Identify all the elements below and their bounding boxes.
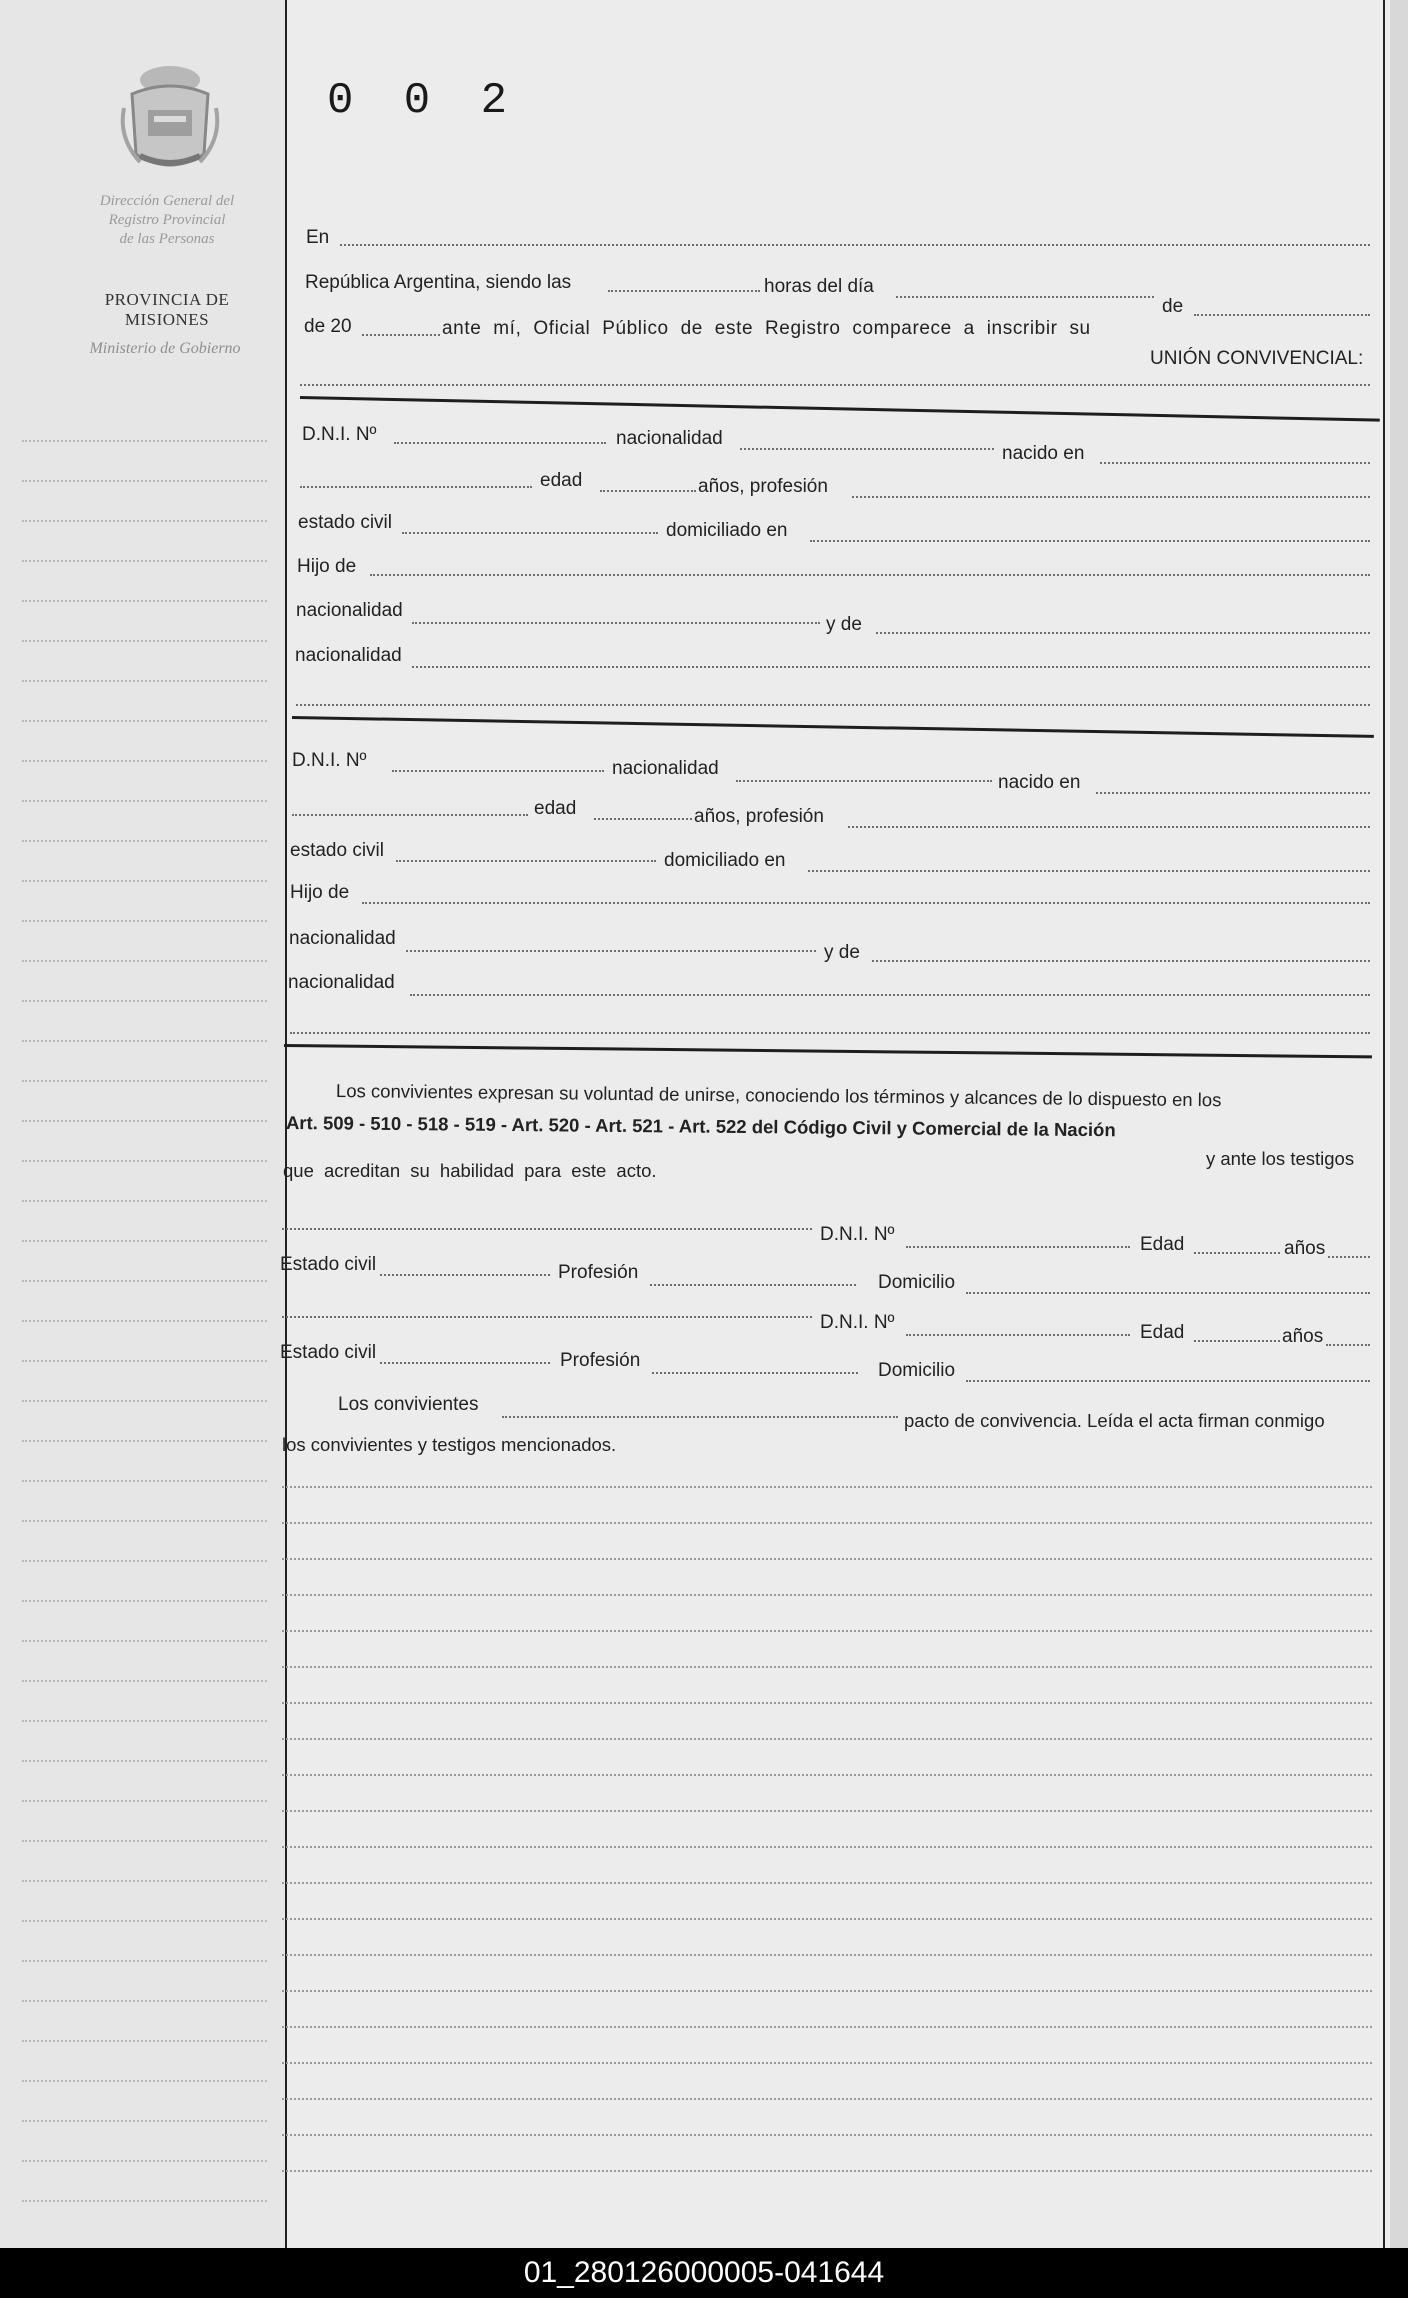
notes-ruled-line[interactable] (282, 1594, 1372, 1596)
label-dni-2: D.N.I. Nº (292, 750, 367, 771)
notes-ruled-line[interactable] (282, 1486, 1372, 1488)
provincial-emblem-icon (118, 58, 222, 182)
label-nacionalidad-2: nacionalidad (612, 758, 719, 779)
label-edad-1: edad (540, 470, 583, 491)
registry-office-name (62, 192, 272, 249)
label-hijo-de-2: Hijo de (290, 882, 350, 903)
label-nacionalidad-padre-1: nacionalidad (296, 600, 403, 621)
margin-ruled-line (22, 1320, 267, 1322)
label-union-convivencial: UNIÓN CONVIVENCIAL: (1150, 348, 1364, 369)
margin-ruled-line (22, 1960, 267, 1962)
label-republica: República Argentina, siendo las (305, 272, 572, 293)
fill-witness-1-domicilio[interactable] (966, 1292, 1370, 1294)
margin-ruled-line (22, 1920, 267, 1922)
office-line: Registro Provincial (108, 212, 226, 228)
label-y-de-2: y de (824, 942, 860, 963)
label-witness-1-dni: D.N.I. Nº (820, 1224, 895, 1245)
notes-ruled-line[interactable] (282, 2062, 1372, 2064)
section-rule (292, 716, 1374, 738)
label-estado-civil-1: estado civil (298, 512, 392, 533)
margin-ruled-line (22, 560, 267, 562)
margin-ruled-line (22, 480, 267, 482)
label-witness-2-estado-civil: Estado civil (280, 1342, 377, 1363)
declaration-line-3: que acreditan su habilidad para este acto. (283, 1160, 657, 1181)
margin-ruled-line (22, 680, 267, 682)
label-witness-2-edad: Edad (1140, 1322, 1185, 1343)
margin-ruled-line (22, 2160, 267, 2162)
margin-ruled-line (22, 1400, 267, 1402)
fill-profesion-1[interactable] (852, 496, 1370, 498)
margin-ruled-line (22, 1080, 267, 1082)
closing-pacto: pacto de convivencia. Leída el acta firman conmigo (904, 1410, 1325, 1431)
fill-nacionalidad-madre-1[interactable] (412, 666, 1370, 668)
notes-ruled-line[interactable] (282, 1630, 1372, 1632)
margin-ruled-line (22, 760, 267, 762)
notes-ruled-line[interactable] (282, 1774, 1372, 1776)
fill-place[interactable] (340, 244, 1370, 246)
label-nacionalidad-1: nacionalidad (616, 428, 723, 449)
fill-extra-1[interactable] (296, 704, 1370, 706)
fill-witness-1-name[interactable] (282, 1228, 812, 1230)
fill-year[interactable] (362, 334, 440, 336)
fill-birthplace-1[interactable] (300, 486, 532, 488)
fill-edad-2[interactable] (594, 818, 692, 820)
label-witness-2-profesion: Profesión (560, 1350, 641, 1371)
margin-ruled-line (22, 600, 267, 602)
notes-ruled-line[interactable] (282, 1666, 1372, 1668)
right-border-line (1383, 0, 1385, 2248)
margin-ruled-line (22, 1440, 267, 1442)
notes-ruled-line[interactable] (282, 2026, 1372, 2028)
fill-domicilio-2[interactable] (808, 870, 1370, 872)
declaration-tail: y ante los testigos (1206, 1148, 1355, 1169)
notes-ruled-line[interactable] (282, 1738, 1372, 1740)
margin-ruled-line (22, 1520, 267, 1522)
fill-witness-2-profesion[interactable] (652, 1372, 858, 1374)
label-domiciliado-en-1: domiciliado en (666, 520, 788, 541)
notes-ruled-line[interactable] (282, 1882, 1372, 1884)
margin-ruled-line (22, 720, 267, 722)
notes-ruled-line[interactable] (282, 2098, 1372, 2100)
left-margin-column (0, 0, 285, 2248)
notes-ruled-line[interactable] (282, 1954, 1372, 1956)
label-domiciliado-en-2: domiciliado en (664, 850, 786, 871)
fill-hour[interactable] (608, 290, 760, 292)
margin-ruled-line (22, 1880, 267, 1882)
margin-ruled-line (22, 880, 267, 882)
ministry-name: Ministerio de Gobierno (89, 340, 241, 357)
fill-estado-civil-1[interactable] (402, 532, 658, 534)
label-horas-del-dia: horas del día (764, 276, 874, 297)
notes-ruled-line[interactable] (282, 1918, 1372, 1920)
fill-witness-2-name[interactable] (282, 1316, 812, 1318)
margin-ruled-line (22, 1840, 267, 1842)
notes-ruled-line[interactable] (282, 1702, 1372, 1704)
margin-ruled-line (22, 960, 267, 962)
margin-ruled-line (22, 1640, 267, 1642)
margin-ruled-line (22, 640, 267, 642)
margin-ruled-line (22, 2000, 267, 2002)
fill-nacionalidad-madre-2[interactable] (410, 994, 1370, 996)
margin-ruled-line (22, 2040, 267, 2042)
label-nacionalidad-madre-2: nacionalidad (288, 972, 395, 993)
fill-hijo-de-2[interactable] (362, 902, 1370, 904)
label-witness-1-profesion: Profesión (558, 1262, 639, 1283)
margin-ruled-line (22, 1800, 267, 1802)
margin-ruled-line (22, 1040, 267, 1042)
fill-pacto[interactable] (502, 1416, 898, 1418)
label-ante-mi: ante mí, Oficial Público de este Registro comparece a inscribir su (442, 318, 1091, 339)
label-witness-1-anos: años (1284, 1238, 1326, 1259)
notes-ruled-line[interactable] (282, 2134, 1372, 2136)
label-hijo-de-1: Hijo de (297, 556, 357, 577)
margin-ruled-line (22, 2080, 267, 2082)
fill-estado-civil-2[interactable] (396, 860, 656, 862)
margin-ruled-line (22, 2200, 267, 2202)
label-edad-2: edad (534, 798, 577, 819)
margin-ruled-line (22, 1000, 267, 1002)
closing-los-convivientes: Los convivientes (338, 1394, 479, 1415)
margin-ruled-line (22, 840, 267, 842)
fill-dni-1[interactable] (394, 442, 606, 444)
label-en: En (306, 227, 330, 248)
label-witness-1-estado-civil: Estado civil (280, 1254, 377, 1275)
fill-birthplace-2[interactable] (292, 814, 528, 816)
margin-ruled-line (22, 2120, 267, 2122)
fill-witness-2-estado-civil[interactable] (380, 1362, 550, 1364)
fill-witness-1-estado-civil[interactable] (380, 1274, 550, 1276)
label-witness-1-edad: Edad (1140, 1234, 1185, 1255)
margin-ruled-line (22, 1480, 267, 1482)
fill-witness-1-anos[interactable] (1328, 1256, 1370, 1258)
label-witness-2-dni: D.N.I. Nº (820, 1312, 895, 1333)
fill-nacionalidad-1[interactable] (740, 448, 994, 450)
notes-ruled-line[interactable] (282, 1990, 1372, 1992)
margin-ruled-line (22, 1160, 267, 1162)
province-line: MISIONES (124, 310, 210, 329)
label-y-de-1: y de (826, 614, 862, 635)
label-witness-2-anos: años (1282, 1326, 1324, 1347)
notes-ruled-line[interactable] (282, 1558, 1372, 1560)
office-line: de las Personas (119, 231, 215, 247)
fill-intro-extra[interactable] (300, 384, 1370, 386)
fill-hijo-de-1[interactable] (370, 574, 1370, 576)
declaration-articles: Art. 509 - 510 - 518 - 519 - Art. 520 - Art. 521 - Art. 522 del Código Civil y Comercial de la Nación (285, 1112, 1116, 1141)
margin-ruled-line (22, 1120, 267, 1122)
act-number: 0 0 2 (327, 76, 520, 126)
fill-dni-2[interactable] (392, 770, 604, 772)
fill-witness-1-dni[interactable] (906, 1246, 1130, 1248)
fill-nacionalidad-padre-2[interactable] (406, 950, 816, 952)
fill-witness-2-domicilio[interactable] (966, 1380, 1370, 1382)
fill-profesion-2[interactable] (848, 826, 1370, 828)
label-de-20: de 20 (304, 316, 352, 337)
margin-ruled-line (22, 1720, 267, 1722)
fill-nacido-en-2[interactable] (1096, 792, 1370, 794)
notes-ruled-line[interactable] (282, 1522, 1372, 1524)
fill-witness-2-dni[interactable] (906, 1334, 1130, 1336)
margin-ruled-line (22, 800, 267, 802)
fill-month[interactable] (1194, 314, 1370, 316)
fill-nacionalidad-2[interactable] (736, 780, 992, 782)
fill-witness-2-anos[interactable] (1326, 1344, 1370, 1346)
section-rule (284, 1044, 1372, 1058)
margin-ruled-line (22, 920, 267, 922)
fill-madre-2[interactable] (872, 960, 1370, 962)
page-edge (1390, 0, 1408, 2248)
margin-ruled-line (22, 440, 267, 442)
margin-ruled-line (22, 1240, 267, 1242)
fill-witness-1-edad[interactable] (1194, 1252, 1280, 1254)
margin-ruled-line (22, 1280, 267, 1282)
notes-ruled-line[interactable] (282, 1810, 1372, 1812)
fill-edad-1[interactable] (600, 490, 696, 492)
closing-end: los convivientes y testigos mencionados. (282, 1434, 617, 1455)
fill-witness-1-profesion[interactable] (650, 1284, 856, 1286)
province-line: PROVINCIA DE (104, 290, 230, 309)
label-witness-1-domicilio: Domicilio (878, 1272, 956, 1293)
province-name (62, 290, 272, 330)
label-estado-civil-2: estado civil (290, 840, 384, 861)
label-de: de (1162, 296, 1184, 317)
document-id-footer: 01_280126000005-041644 (0, 2248, 1408, 2298)
notes-ruled-line[interactable] (282, 1846, 1372, 1848)
fill-witness-2-edad[interactable] (1194, 1340, 1280, 1342)
label-nacido-en-1: nacido en (1002, 443, 1085, 464)
label-nacionalidad-madre-1: nacionalidad (295, 645, 402, 666)
label-witness-2-domicilio: Domicilio (878, 1360, 956, 1381)
declaration-line-1: Los convivientes expresan su voluntad de unirse, conociendo los términos y alcances de lo dispuesto en los (335, 1080, 1222, 1111)
fill-domicilio-1[interactable] (810, 540, 1370, 542)
label-nacionalidad-padre-2: nacionalidad (289, 928, 396, 949)
fill-nacionalidad-padre-1[interactable] (412, 622, 820, 624)
fill-day[interactable] (896, 296, 1154, 298)
label-dni-1: D.N.I. Nº (302, 424, 377, 445)
margin-ruled-line (22, 1360, 267, 1362)
margin-ruled-line (22, 1680, 267, 1682)
margin-ruled-line (22, 520, 267, 522)
fill-nacido-en-1[interactable] (1100, 462, 1370, 464)
margin-ruled-line (22, 1200, 267, 1202)
fill-madre-1[interactable] (876, 632, 1370, 634)
label-anos-profesion-1: años, profesión (698, 476, 828, 497)
margin-ruled-line (22, 1560, 267, 1562)
notes-ruled-line[interactable] (282, 2170, 1372, 2172)
margin-ruled-line (22, 1760, 267, 1762)
label-nacido-en-2: nacido en (998, 772, 1081, 793)
margin-ruled-line (22, 1600, 267, 1602)
office-line: Dirección General del (99, 193, 235, 209)
fill-extra-2[interactable] (290, 1032, 1370, 1034)
section-rule (300, 396, 1380, 422)
label-anos-profesion-2: años, profesión (694, 806, 824, 827)
